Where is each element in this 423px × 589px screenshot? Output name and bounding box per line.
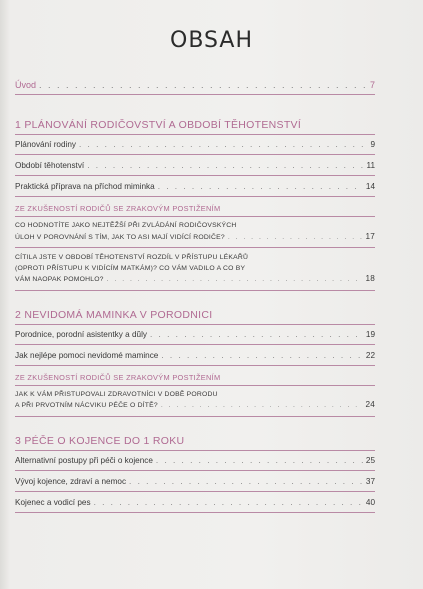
chapter-heading[interactable]: 1 PLÁNOVÁNÍ RODIČOVSTVÍ A OBDOBÍ TĚHOTENSTVÍ	[15, 119, 302, 131]
toc-entry-page: 24	[365, 400, 375, 409]
divider	[15, 491, 375, 492]
toc-entry[interactable]	[15, 476, 375, 487]
question-line: A PŘI PRVOTNÍM NÁCVIKU PÉČE O DÍTĚ?	[15, 402, 158, 409]
chapter-heading[interactable]: 2 NEVIDOMÁ MAMINKA V PORODNICI	[15, 308, 213, 321]
divider	[15, 94, 375, 95]
toc-entry-page: 9	[370, 140, 375, 149]
dot-leader	[39, 80, 367, 91]
divider	[15, 416, 375, 417]
toc-entry[interactable]	[15, 497, 375, 508]
dot-leader	[107, 275, 363, 286]
dot-leader	[158, 181, 363, 192]
divider	[15, 134, 375, 135]
toc-entry-page: 18	[365, 274, 375, 283]
toc-entry-intro[interactable]	[15, 80, 375, 91]
question-line: ÚLOH V POROVNÁNÍ S TÍM, JAK TO ASI MAJÍ VIDÍCÍ RODIČE?	[15, 233, 225, 241]
chapter-heading[interactable]: 3 PÉČE O KOJENCE DO 1 ROKU	[15, 434, 185, 447]
toc-entry-page: 25	[365, 455, 375, 465]
toc-entry-page: 22	[365, 350, 375, 360]
question-line: (OPROTI PŘÍSTUPU K VIDÍCÍM MATKÁM)? CO VÁM VADILO A CO BY	[15, 264, 246, 272]
question-line: CÍTILA JSTE V OBDOBÍ TĚHOTENSTVÍ ROZDÍL V PŘÍSTUPU LÉKAŘŮ	[15, 254, 249, 261]
toc-entry[interactable]	[15, 160, 375, 171]
dot-leader	[129, 476, 363, 487]
divider	[15, 470, 375, 471]
question-line: CO HODNOTÍTE JAKO NEJTĚŽŠÍ PŘI ZVLÁDÁNÍ RODIČOVSKÝCH	[15, 222, 237, 229]
divider	[15, 290, 375, 291]
toc-entry-page: 7	[369, 80, 375, 90]
toc-question-entry[interactable]	[15, 221, 375, 243]
dot-leader	[156, 455, 363, 466]
divider	[15, 216, 375, 217]
divider	[15, 344, 375, 345]
dot-leader	[79, 139, 367, 150]
divider	[15, 324, 375, 325]
toc-entry-page: 40	[365, 497, 375, 507]
divider	[15, 196, 375, 197]
toc-question-entry[interactable]	[15, 253, 375, 286]
divider	[15, 450, 375, 451]
toc-entry-page: 14	[365, 182, 375, 191]
toc-question-entry[interactable]	[15, 390, 375, 412]
toc-entry-label: Porodnice, porodní asistentky a dŭly	[15, 329, 147, 339]
section-subheading: ZE ZKUŠENOSTÍ RODIČŮ SE ZRAKOVÝM POSTIŽENÍM	[15, 372, 221, 382]
divider	[15, 175, 375, 176]
toc-entry[interactable]	[15, 455, 375, 466]
toc-entry[interactable]	[15, 329, 375, 340]
toc-entry-label: Plánování rodiny	[15, 140, 76, 149]
divider	[15, 365, 375, 366]
toc-entry[interactable]	[15, 350, 375, 361]
section-subheading: ZE ZKUŠENOSTÍ RODIČŮ SE ZRAKOVÝM POSTIŽENÍM	[15, 204, 221, 213]
toc-entry[interactable]	[15, 181, 375, 192]
dot-leader	[150, 329, 363, 340]
toc-entry-label: Alternativní postupy při péči o kojence	[15, 455, 153, 465]
dot-leader	[161, 350, 363, 361]
divider	[15, 247, 375, 248]
dot-leader	[94, 497, 363, 508]
toc-entry-page: 11	[366, 161, 375, 170]
divider	[15, 385, 375, 386]
toc-content	[15, 80, 375, 513]
dot-leader	[228, 233, 363, 244]
question-line: VÁM NAOPAK POMOHLO?	[15, 276, 104, 283]
dot-leader	[87, 160, 363, 171]
toc-entry-label: Úvod	[15, 80, 37, 90]
toc-entry-page: 37	[365, 476, 375, 486]
toc-entry-label: Jak nejlépe pomoci nevidomé mamince	[15, 350, 159, 360]
toc-entry-label: Vývoj kojence, zdraví a nemoc	[15, 476, 127, 486]
toc-entry[interactable]	[15, 139, 375, 150]
toc-entry-page: 17	[365, 231, 375, 241]
divider	[15, 154, 375, 155]
toc-entry-label: Kojenec a vodicí pes	[15, 497, 91, 507]
divider	[15, 512, 375, 513]
toc-entry-label: Praktická příprava na příchod miminka	[15, 182, 155, 191]
dot-leader	[161, 401, 363, 412]
toc-entry-label: Období těhotenství	[15, 161, 85, 170]
toc-entry-page: 19	[365, 329, 375, 339]
page-title: OBSAH	[170, 28, 253, 53]
question-line: JAK K VÁM PŘISTUPOVALI ZDRAVOTNÍCI V DOBĚ PORODU	[15, 390, 218, 398]
